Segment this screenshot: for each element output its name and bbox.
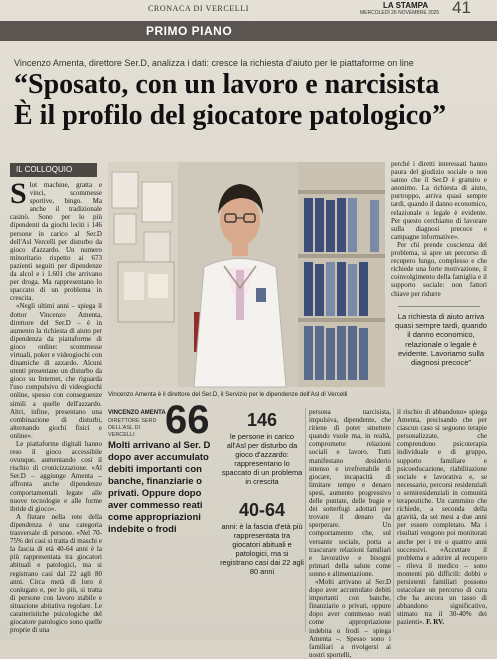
- stat-description-2: anni: è la fascia d'età più rappresentata tra giocatori abituali e patologici, ma si registrano casi dai 22 agli 80 anni: [220, 522, 304, 576]
- quote-mark-icon: 66: [165, 398, 210, 442]
- portrait-illustration: [108, 162, 385, 387]
- quote-author-name: VINCENZO AMENTA: [108, 410, 166, 416]
- body-paragraph: Per chi prende coscienza del problema, si apre un percorso di recupero lungo, complesso e che richiede una forte motivazione, il coinvolgimento della famiglia e il supporto sociale: non fattori chiave per ridurre: [391, 240, 487, 298]
- headline-line-2: È il profilo del giocatore patologico”: [14, 100, 447, 131]
- body-column-mid: [309, 408, 391, 659]
- section-name: CRONACA DI VERCELLI: [148, 4, 250, 13]
- body-paragraph: lot machine, gratta e vinci, scommesse sportive, bingo. Ma anche il tradizionale casinò. Sono per lo più dipendenti da giochi leciti i 146 persone in carico al Ser.D dell'Asl Vercelli per disturbo da gioco d'azzardo. Un numero minoritario rispetto ai 673 pazienti seguiti per dipendenze da alcol e i 1.601 che arrivano per droga. Ma rappresentano lo spaccato di un problema in crescita.: [10, 181, 102, 303]
- stat-description-1: le persone in carico all'Asl per disturbo da gioco d'azzardo: rappresentano lo spaccato di un problema in crescita: [221, 432, 303, 486]
- body-paragraph: A fiutare nella rete della dipendenza è una categoria trasversale di persone. «Nel 70-75% dei casi si tratta di maschi e la fascia di età 40-64 anni è la più rappresentata tra giocatori abituali e patologici, ma si registrano casi dal 22 agli 80 anni. Circa metà di loro è coniugato e, per lo più, si tratta di persone con lavoro stabile e situazione abitativa regolare. Le caratteristiche psicologiche del giocatore patologico sono quelle proprie di una: [10, 512, 102, 635]
- body-paragraph: perché i diretti interessati hanno paura del giudizio sociale o non sanno che il Ser.D è gratuito e anonimo. La richiesta di aiuto, purtroppo, arriva quasi sempre tardi, quando il danno economico, relazionale o legale è evidente. Per questo cerchiamo di lavorare sulla diagnosi precoce e campagne informative».: [391, 160, 487, 241]
- article-tag: [10, 163, 97, 177]
- pull-quote: La richiesta di aiuto arriva quasi sempre tardi, quando il danno economico, relazionale o legale è evidente. Lavoriamo sulla diagnosi precoce”: [394, 312, 488, 368]
- highlight-quote: Molti arrivano al Ser. D dopo aver accumulato debiti importanti con banche, finanziarie o privati. Oppure dopo aver commesso reati come appropriazioni indebite o frodi: [108, 440, 211, 535]
- body-paragraph: persona narcisista, impulsiva, dipendente, che ritiene di poter smettere quando vuole ma, in realtà, compromette relazioni sociali e lavoro. Tutti manifestano desiderio intenso e irrefrenabile di giocare, incapacità di limitare tempo e denaro spesi, aumento progressivo delle puntate, delle bugie e dei sotterfugi adottati per trovare il denaro da sperperare. Un comportamento che, sul versante sociale, porta a trascurare relazioni familiari e lavorative e bisogni primari della salute come sonno e alimentazione.: [309, 408, 391, 578]
- page-number: 41: [452, 0, 471, 17]
- stat-number-1: 146: [246, 410, 278, 430]
- body-paragraph: «Molti arrivano al Ser.D dopo aver accumulato debiti importanti con banche, finanziarie o privati, oppure dopo aver commesso reati come appropriazione indebita o frodi – spiega Amenta –. Spesso sono i familiari a rivolgersi ai nostri sportelli,: [309, 577, 391, 659]
- article-headline: [14, 69, 494, 131]
- photo-caption: Vincenzo Amenta è il direttore del Ser.D, il Servizio per le dipendenze dell'Asl di Vercelli: [108, 391, 348, 398]
- pullquote-rule: [398, 306, 480, 307]
- portrait-photo: [108, 162, 385, 387]
- masthead: [0, 0, 497, 20]
- stat-number-2: 40-64: [238, 500, 286, 520]
- section-bar-label: PRIMO PIANO: [146, 24, 233, 38]
- column-divider: [393, 408, 394, 632]
- author-signature: F. RV.: [426, 618, 445, 627]
- article-kicker: Vincenzo Amenta, direttore Ser.D, analizza i dati: cresce la richiesta d'aiuto per le piattaforme on line: [14, 58, 414, 68]
- body-column-last: [397, 408, 487, 632]
- body-column-1: [10, 177, 102, 640]
- body-paragraph: Le piattaforme digitali hanno reso il gioco accessibile ovunque, aumentando così il rischio di cronicizzazione. «Al Ser.D – aggiunge Amenta – affronta anche dipendenze comportamentali legate alle nuove tecnologie e alle forme ibride di gioco».: [10, 440, 102, 513]
- newspaper-logo: LA STAMPA: [383, 1, 429, 10]
- drop-cap: S: [10, 177, 27, 210]
- body-column-right: [391, 160, 487, 298]
- quote-author-role: DIRETTORE SERD DELL'ASL DI VERCELLI: [108, 418, 157, 438]
- body-paragraph: il rischio di abbandono» spiega Amenta, precisando che per ciascun caso si seguono terapie personalizzate, che comprendono psicoterapia individuale e di gruppo, supporto familiare e psicoeducazione, riabilitazione sociale e lavorativa e, se necessario, percorsi residenziali o semiresidenziali in comunità terapeutiche. Un cammino che richiede, a seconda della gravità, da sei mesi a due anni per essere completato. Ma i risultati vengono poi monitorati anche per i tre o quattro anni successivi. «Accettare il problema e aderire al recupero – rileva il medico – sono momenti più difficili: dobbi e persistenti familiari possono ostacolare un percorso di cura che ha ancora un tasso di abbandono significativo, stimato tra il 30-40% dei pazienti».: [397, 408, 487, 627]
- section-bar: [0, 21, 497, 41]
- issue-date: MERCOLEDÌ 26 NOVEMBRE 2025: [360, 10, 440, 16]
- headline-line-1: “Sposato, con un lavoro e narcisista: [14, 69, 440, 100]
- column-divider: [305, 408, 306, 632]
- article-tag-label: IL COLLOQUIO: [16, 165, 73, 174]
- body-paragraph: «Negli ultimi anni – spiega il dottor Vincenzo Amenta, direttore del Ser.D – è in aumento la richiesta di aiuto per dipendenza da piattaforme di gioco online: scommesse virtuali, poker e videogiochi con dinamiche di azzardo. Alcuni utenti presentano un disturbo da gioco su Internet, che riguarda l'uso compulsivo di videogiochi online, spesso con conseguenze simili a quelle dell'azzardo. Altri, infine, presentano una combinazione di disturbi, alternando giochi fisici e online».: [10, 302, 102, 440]
